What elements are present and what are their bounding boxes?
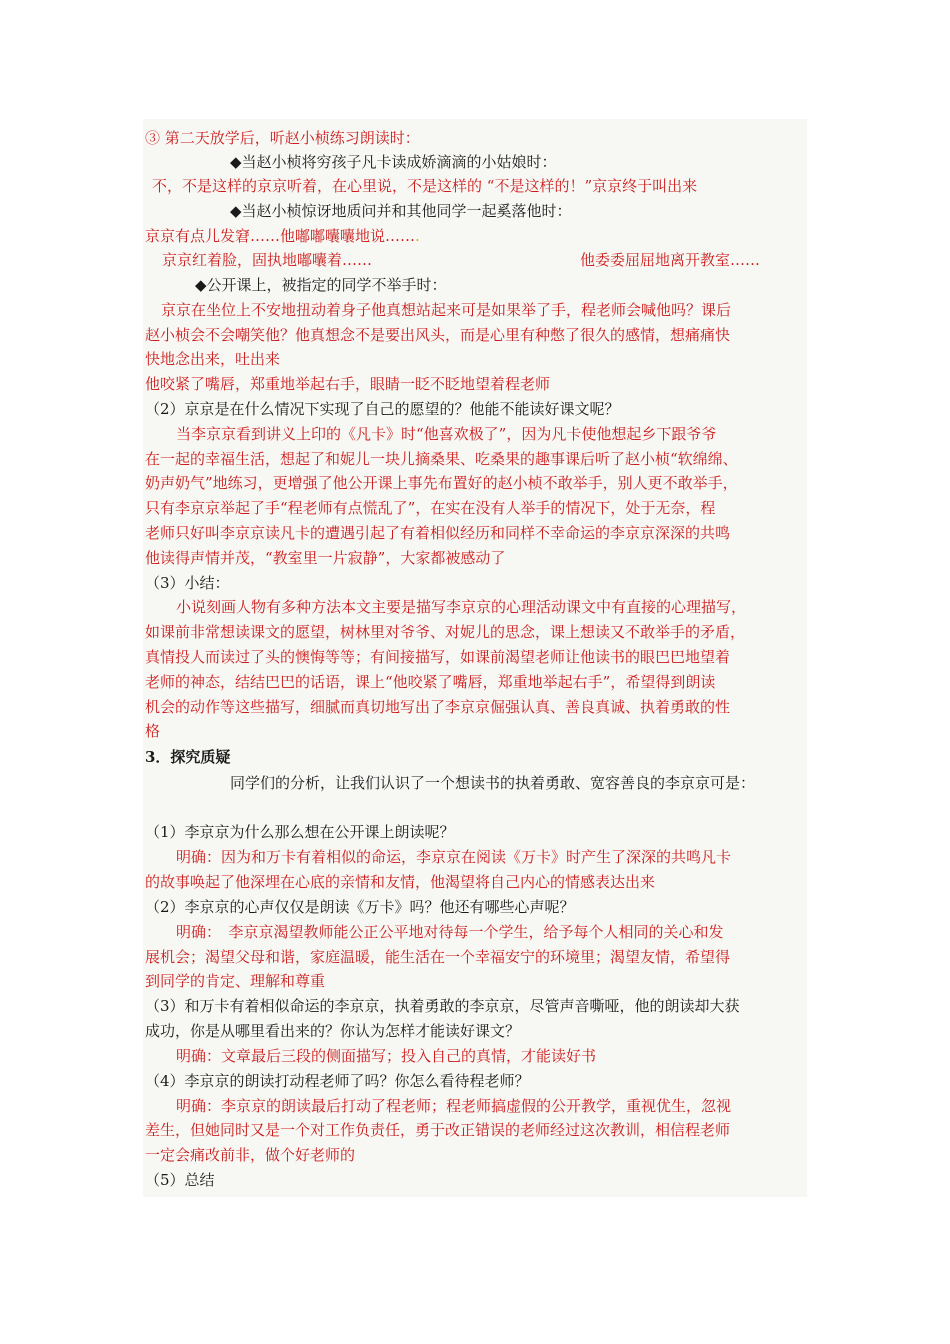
text-line: ◆当赵小桢将穷孩子凡卡读成娇滴滴的小姑娘时： bbox=[230, 153, 557, 171]
text-line: 当李京京看到讲义上印的《凡卡》时“他喜欢极了”，因为凡卡使他想起乡下跟爷爷 bbox=[176, 425, 717, 443]
text-line: 不，不是这样的京京听着，在心里说，不是这样的 “不是这样的！”京京终于叫出来 bbox=[152, 177, 698, 195]
text-line: 老师只好叫李京京读凡卡的遭遇引起了有着相似经历和同样不幸命运的李京京深深的共鸣 bbox=[145, 524, 731, 542]
text-line: （5）总结 bbox=[145, 1171, 215, 1189]
text-line: （4）李京京的朗读打动程老师了吗？你怎么看待程老师？ bbox=[145, 1072, 530, 1090]
text-line: 他读得声情并茂，“教室里一片寂静”，大家都被感动了 bbox=[145, 549, 506, 567]
text-line: （1）李京京为什么那么想在公开课上朗读呢？ bbox=[145, 823, 455, 841]
text-line: 一定会痛改前非，做个好老师的 bbox=[145, 1146, 356, 1164]
text-line bbox=[145, 224, 420, 248]
text-line: 他委委屈屈地离开教室…… bbox=[580, 251, 761, 269]
text-line: ◆当赵小桢惊讶地质问并和其他同学一起奚落他时： bbox=[230, 202, 572, 220]
text-line: 他咬紧了嘴唇，郑重地举起右手，眼睛一眨不眨地望着程老师 bbox=[145, 375, 551, 393]
text-line: 奶声奶气”地练习，更增强了他公开课上事先布置好的赵小桢不敢举手，别人更不敢举手， bbox=[145, 474, 738, 492]
text-line: 同学们的分析，让我们认识了一个想读书的执着勇敢、宽容善良的李京京可是： bbox=[230, 774, 756, 792]
text-line: 如课前非常想读课文的愿望，树林里对爷爷、对妮儿的思念，课上想读又不敢举手的矛盾， bbox=[145, 623, 746, 641]
text-line: （2）京京是在什么情况下实现了自己的愿望的？他能不能读好课文呢？ bbox=[145, 400, 620, 418]
text-line: 在一起的幸福生活，想起了和妮儿一块儿摘桑果、吃桑果的趣事课后听了赵小桢“软绵绵、 bbox=[145, 450, 738, 468]
text-line: 老师的神态，结结巴巴的话语，课上“他咬紧了嘴唇，郑重地举起右手”，希望得到朗读 bbox=[145, 673, 716, 691]
text-line: 明确：文章最后三段的侧面描写；投入自己的真情，才能读好书 bbox=[176, 1047, 597, 1065]
text-line: 小说刻画人物有多种方法本文主要是描写李京京的心理活动课文中有直接的心理描写， bbox=[176, 598, 747, 616]
text-line: ◆公开课上，被指定的同学不举手时： bbox=[195, 276, 447, 294]
text-line: （3）和万卡有着相似命运的李京京，执着勇敢的李京京，尽管声音嘶哑，他的朗读却大获 bbox=[145, 997, 740, 1015]
text-line: 的故事唤起了他深埋在心底的亲情和友情，他渴望将自己内心的情感表达出来 bbox=[145, 873, 656, 891]
text-line: 明确：因为和万卡有着相似的命运，李京京在阅读《万卡》时产生了深深的共鸣凡卡 bbox=[176, 848, 732, 866]
text-line: 快地念出来，吐出来 bbox=[145, 350, 281, 368]
section-heading: 3．探究质疑 bbox=[145, 748, 231, 766]
text-line: 赵小桢会不会嘲笑他？他真想念不是要出风头，而是心里有种憋了很久的感情，想痛痛快 bbox=[145, 326, 731, 344]
text-line: 只有李京京举起了手“程老师有点慌乱了”，在实在没有人举手的情况下，处于无奈，程 bbox=[145, 499, 716, 517]
text-span: . bbox=[415, 227, 420, 245]
text-line: ③ 第二天放学后，听赵小桢练习朗读时： bbox=[145, 129, 420, 147]
text-line: 差生，但她同时又是一个对工作负责任，勇于改正错误的老师经过这次教训，相信程老师 bbox=[145, 1121, 731, 1139]
text-line: 真情投人而读过了头的懊悔等等；有间接描写，如课前渴望老师让他读书的眼巴巴地望着 bbox=[145, 648, 731, 666]
text-line: 明确： 李京京渴望教师能公正公平地对待每一个学生，给予每个人相同的关心和发 bbox=[176, 923, 724, 941]
text-line: 成功，你是从哪里看出来的？你认为怎样才能读好课文？ bbox=[145, 1022, 521, 1040]
text-line: 展机会；渴望父母和谐，家庭温暖，能生活在一个幸福安宁的环境里；渴望友情，希望得 bbox=[145, 948, 731, 966]
text-span: 京京有点儿发窘……他嘟嘟囔囔地说…… bbox=[145, 227, 416, 245]
text-line: 到同学的肯定、理解和尊重 bbox=[145, 972, 326, 990]
text-line: 京京在坐位上不安地扭动着身子他真想站起来可是如果举了手，程老师会喊他吗？课后 bbox=[161, 301, 732, 319]
text-line: 格 bbox=[145, 722, 161, 740]
text-line: （2）李京京的心声仅仅是朗读《万卡》吗？他还有哪些心声呢？ bbox=[145, 898, 575, 916]
text-line: 京京红着脸，固执地嘟囔着…… bbox=[162, 251, 373, 269]
text-line: （3）小结： bbox=[145, 574, 230, 592]
text-line: 机会的动作等这些描写，细腻而真切地写出了李京京倔强认真、善良真诚、执着勇敢的性 bbox=[145, 698, 731, 716]
text-line: 明确：李京京的朗读最后打动了程老师；程老师搞虚假的公开教学，重视优生，忽视 bbox=[176, 1097, 732, 1115]
